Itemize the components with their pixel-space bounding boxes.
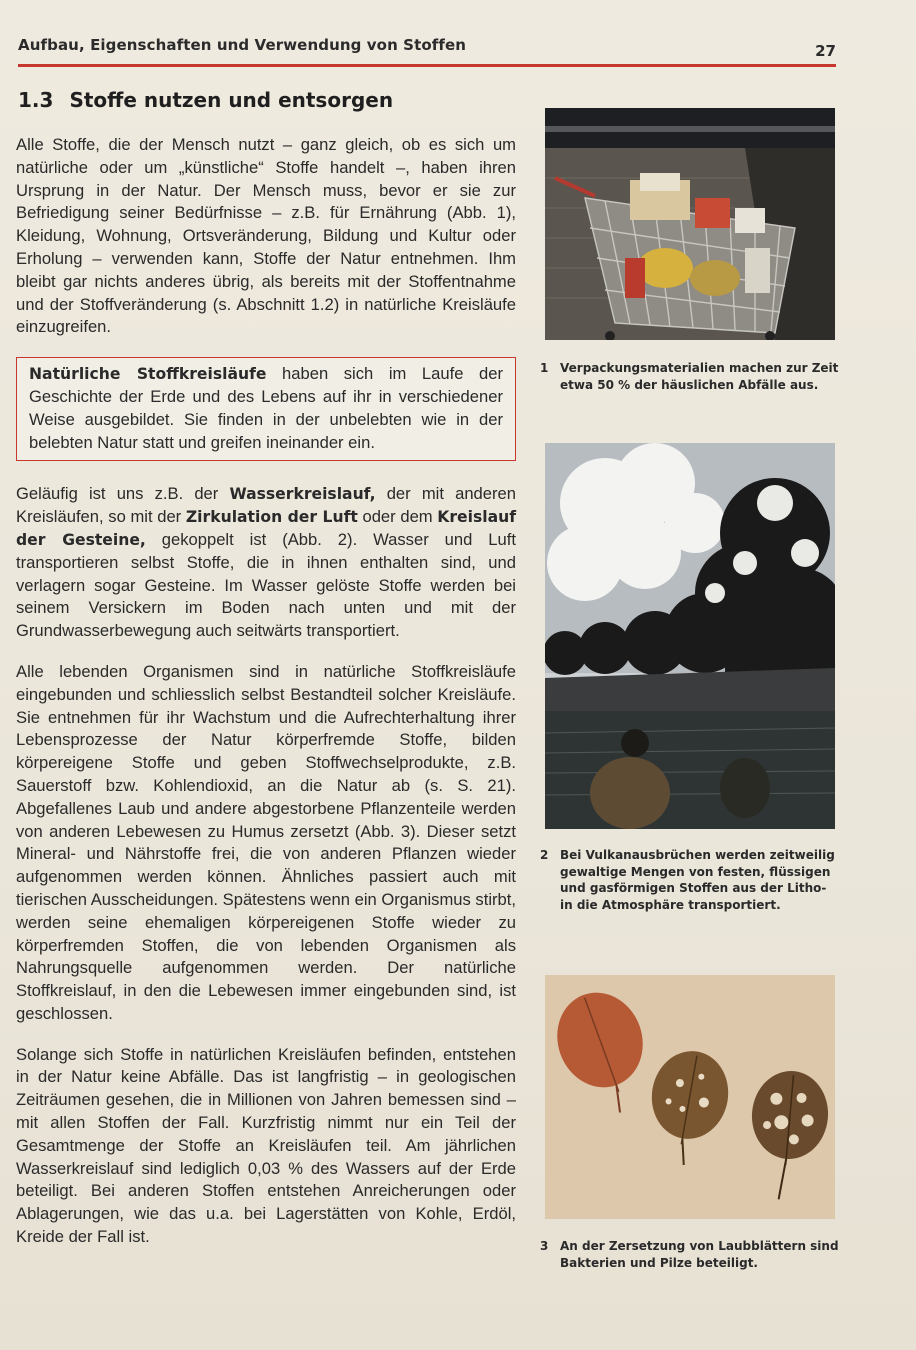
figure-2-caption [540,847,840,913]
shopping-cart-photo [545,108,835,340]
term-zirkulation: Zirkulation der Luft [185,508,358,527]
paragraph-2 [16,483,516,643]
paragraph-4: Solange sich Stoffe in natürlichen Kreisläufen befinden, entstehen in der Natur keine Abfälle. Das ist langfristig – in geologischen Zeiträumen gesehen, die in Millionen von Jahren bemessen sind – mit allen Stoffen der Fall. Kurzfristig nimmt nur ein Teil der Gesamtmenge der Stoffe an Kreisläufen teil. Am jährlichen Wasserkreislauf sind lediglich 0,03 % des Wassers auf der Erde beteiligt. Bei anderen Stoffen entstehen Anreicherungen oder Ablagerungen, wie das u.a. bei Lagerstätten von Kohle, Erdöl, Kreide der Fall ist. [16,1044,516,1247]
page-number: 27 [815,42,836,60]
figure-1-number: 1 [540,361,549,375]
main-text-column [16,88,516,1267]
figure-3-caption [540,1238,840,1271]
decaying-leaves-photo [545,975,835,1219]
volcano-eruption-photo [545,443,835,829]
p2-text-c: oder dem [357,507,438,527]
paragraph-1: Alle Stoffe, die der Mensch nutzt – ganz gleich, ob es sich um natürliche oder um „künstliche“ Stoffe handelt –, haben ihren Ursprung in der Natur. Der Mensch muss, bevor er sie zur Befriedigung seiner Bedürfnisse – z.B. für Ernährung (Abb. 1), Kleidung, Wohnung, Ortsveränderung, Bildung und Kultur oder Erholung – verwenden kann, Stoffe der Natur entnehmen. Ihm bleibt gar nichts anderes übrig, als bereits mit der Stoffentnahme und der Stoffveränderung (s. Abschnitt 1.2) in natürliche Kreisläufe einzugreifen. [16,135,516,337]
term-kreislauf-gesteine: Kreislauf der Gesteine, [16,508,517,549]
definition-body: haben sich im Laufe der Geschichte der Erde und des Lebens auf ihr in verschiedener Weise ausgebildet. Sie finden in der unbelebten wie in der belebten Natur statt und greifen ineinander ein. [29,364,503,452]
section-number: 1.3 [18,88,54,112]
p2-text-a: Geläufig ist uns z.B. der [16,484,230,504]
header-rule [18,64,836,67]
definition-term: Natürliche Stoffkreisläufe [29,365,267,384]
figure-2-caption-text: Bei Vulkanausbrüchen werden zeitweilig gewaltige Mengen von festen, flüssigen und gasförmigen Stoffen aus der Litho- in die Atmosphäre transportiert. [560,848,835,912]
figure-1-caption-text: Verpackungsmaterialien machen zur Zeit etwa 50 % der häuslichen Abfälle aus. [560,361,839,392]
definition-box [16,357,516,461]
chapter-title: Aufbau, Eigenschaften und Verwendung von Stoffen [18,36,467,54]
section-heading [18,88,516,112]
p2-text-d: gekoppelt ist (Abb. 2). Wasser und Luft transportieren selbst Stoffe, die in ihnen enthalten sind, und verlagern sogar Gesteine. Im Wasser gelöste Stoffe werden bei seinem Versickern im Boden nach unten und mit der Grundwasserbewegung auch seitwärts transportiert. [16,529,516,641]
figure-1-caption [540,360,840,393]
p2-text-b: der mit anderen Kreisläufen, so mit der [16,484,516,527]
running-header [18,28,838,72]
figure-2-number: 2 [540,848,549,862]
paragraph-3: Alle lebenden Organismen sind in natürliche Stoffkreisläufe eingebunden und schliesslich selbst Bestandteil solcher Kreisläufe. Sie entnehmen für ihr Wachstum und die Aufrechterhaltung ihrer Lebensprozesse der Natur körperfremde Stoffe, bilden körpereigene Stoffe und geben Stoffwechselprodukte, z.B. Sauerstoff bzw. Kohlendioxid, an die Natur ab (s. S. 21). Abgefallenes Laub und andere abgestorbene Pflanzenteile werden von anderen Lebewesen zu Humus zersetzt (Abb. 3). Dieser setzt Mineral- und Nährstoffe frei, die von anderen Pflanzen wieder aufgenommen werden können. Ähnliches passiert auch mit tierischen Ausscheidungen. Spätestens wenn ein Organismus stirbt, werden seine ehemaligen körpereigenen Stoffe wieder zu körperfremden Stoffen, die von lebenden Organismen als Nahrungsquelle aufgenommen werden. Der natürliche Stoffkreislauf, in den die Lebewesen immer eingebunden sind, ist geschlossen. [16,661,516,1023]
term-wasserkreislauf: Wasserkreislauf, [229,485,376,504]
figure-3-number: 3 [540,1239,549,1253]
definition-text [29,363,503,454]
section-title: Stoffe nutzen und entsorgen [69,88,394,112]
figure-3-caption-text: An der Zersetzung von Laubblättern sind Bakterien und Pilze beteiligt. [560,1239,839,1270]
